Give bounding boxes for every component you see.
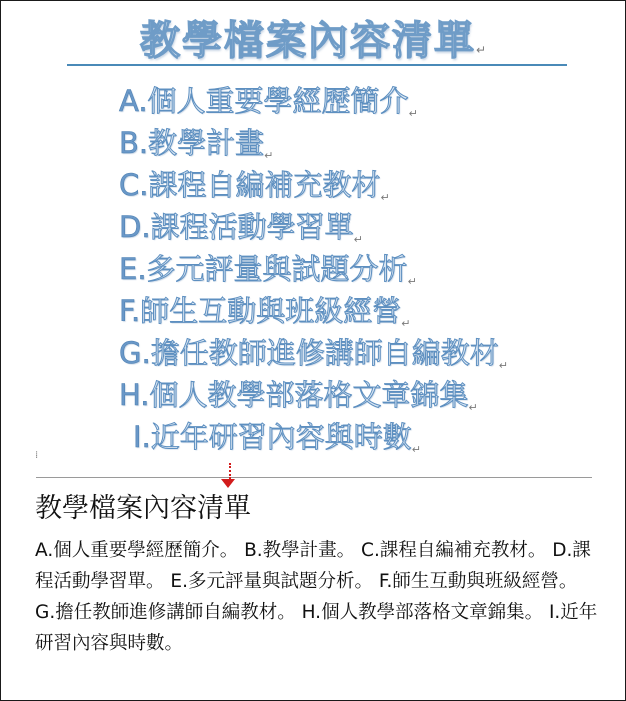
list-item[interactable] <box>133 415 421 456</box>
document-title[interactable] <box>1 9 626 66</box>
list-letter: A. <box>119 84 148 118</box>
paragraph-mark-icon: ↵ <box>264 149 274 162</box>
list-text: 課程活動學習單 <box>150 210 354 244</box>
list-item[interactable] <box>119 163 390 204</box>
list-text: 師生互動與班級經營 <box>140 294 402 328</box>
paragraph-mark-icon: ↵ <box>475 43 489 57</box>
list-letter: B. <box>119 126 149 160</box>
list-letter: G. <box>119 336 151 370</box>
list-letter: I. <box>133 420 151 454</box>
title-underline <box>67 64 567 66</box>
list-item[interactable] <box>119 247 417 288</box>
paragraph-mark-icon: ↵ <box>380 191 390 204</box>
list-text: 多元評量與試題分析 <box>146 252 408 286</box>
paragraph-mark-icon: ↵ <box>353 233 363 246</box>
list-text: 課程自編補充教材 <box>148 168 381 202</box>
list-letter: C. <box>119 168 149 202</box>
list-letter: F. <box>119 294 141 328</box>
list-text: 近年研習內容與時數 <box>150 420 412 454</box>
paragraph-mark-icon: ↵ <box>407 275 417 288</box>
list-item[interactable] <box>119 121 273 162</box>
list-item[interactable] <box>119 373 478 414</box>
insertion-marker-icon <box>229 463 233 479</box>
list-text: 個人教學部落格文章錦集 <box>149 378 469 412</box>
plain-paragraph[interactable]: A.個人重要學經歷簡介。 B.教學計畫。 C.課程自編補充教材。 D.課程活動學習單。 E.多元評量與試題分析。 F.師生互動與班級經營。 G.擔任教師進修講師自編教材。 H.個人教學部落格文章錦集。 I.近年研習內容與時數。 <box>35 540 598 654</box>
list-text: 個人重要學經歷簡介 <box>147 84 409 118</box>
list-item[interactable] <box>119 79 418 120</box>
list-text: 教學計畫 <box>148 126 265 160</box>
list-letter: D. <box>119 210 151 244</box>
list-letter: E. <box>119 252 147 286</box>
paragraph-mark-icon: ↵ <box>408 107 418 120</box>
list-item[interactable] <box>119 331 508 372</box>
paragraph-mark-icon: ↵ <box>468 401 478 414</box>
plain-title[interactable]: 教學檔案內容清單 <box>35 493 251 524</box>
paragraph-mark-icon: ↵ <box>401 317 411 330</box>
list-item[interactable] <box>119 289 410 330</box>
list-item[interactable] <box>119 205 363 246</box>
paragraph-mark-icon: ⁞ <box>35 450 39 461</box>
title-text: 教學檔案內容清單 <box>139 18 476 64</box>
paragraph-mark-icon: ↵ <box>411 443 422 456</box>
section-divider <box>36 477 592 478</box>
list-text: 擔任教師進修講師自編教材 <box>150 336 499 370</box>
paragraph-mark-icon: ↵ <box>498 359 508 372</box>
list-letter: H. <box>119 378 150 412</box>
